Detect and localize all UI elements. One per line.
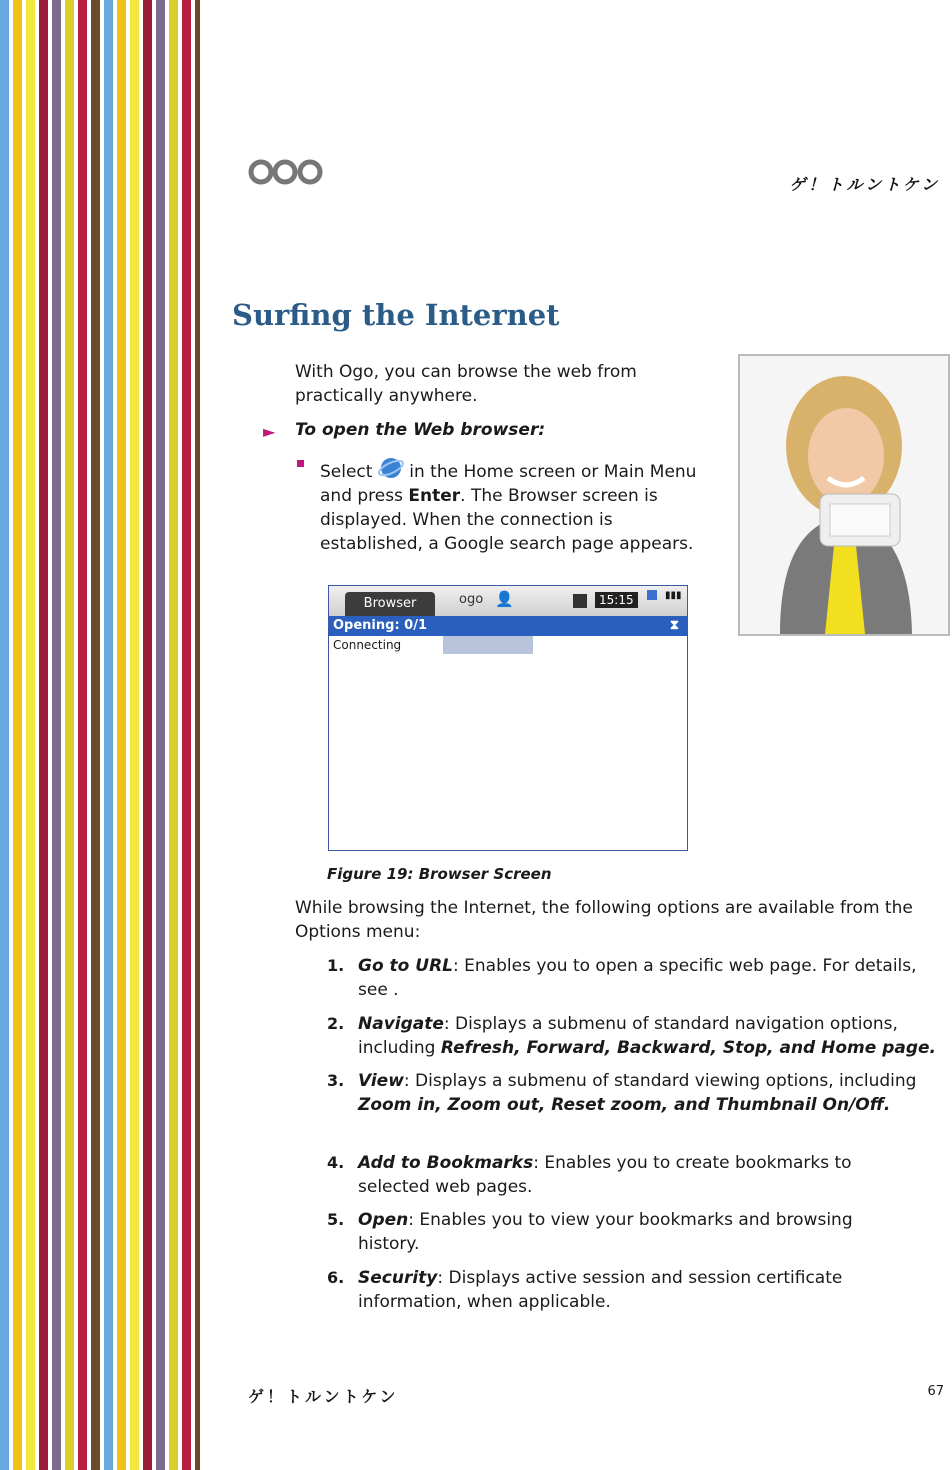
progress-bar — [443, 636, 533, 654]
item-number: 3. — [327, 1071, 345, 1090]
browser-globe-icon — [378, 456, 404, 480]
item-number: 5. — [327, 1210, 345, 1229]
item-number: 1. — [327, 956, 345, 975]
girl-with-device-photo — [738, 354, 950, 636]
browser-tab: Browser — [345, 592, 435, 616]
browser-screenshot — [328, 585, 688, 851]
list-item: Navigate: Displays a submenu of standard navigation options, including Refresh, Forward, Backward, Stop, and Home page. — [358, 1014, 937, 1058]
list-item: Go to URL: Enables you to open a specific web page. For details, see . — [358, 956, 917, 1000]
screenshot-row: Connecting — [329, 636, 687, 654]
screenshot-logo: ogo — [459, 592, 484, 607]
page-number: 67 — [927, 1384, 944, 1399]
header-title: ゲ！トルントケン — [789, 175, 940, 194]
procedure-heading: To open the Web browser: — [295, 420, 546, 440]
hourglass-icon: ⧗ — [669, 618, 679, 633]
item-number: 2. — [327, 1014, 345, 1033]
list-item: View: Displays a submenu of standard viewing options, including Zoom in, Zoom out, Reset zoom, and Thumbnail On/Off. — [358, 1071, 917, 1115]
item-number: 4. — [327, 1153, 345, 1172]
options-intro: While browsing the Internet, the following options are available from the Options menu: — [295, 898, 913, 942]
screenshot-topbar — [329, 586, 687, 616]
signal-icon: ▮▮▮ — [665, 590, 682, 601]
decorative-stripes — [0, 0, 200, 1470]
bullet-icon — [297, 460, 304, 467]
ogo-logo — [248, 152, 328, 196]
footer-title: ゲ！トルントケン — [248, 1387, 399, 1406]
arrow-icon: ► — [263, 422, 276, 441]
section-title: Surfing the Internet — [232, 298, 560, 332]
figure-caption: Figure 19: Browser Screen — [327, 865, 552, 883]
list-item: Security: Displays active session and session certificate information, when applicable. — [358, 1268, 843, 1312]
screenshot-status-bar: Opening: 0/1 ⧗ — [329, 616, 687, 636]
person-icon: 👤 — [495, 590, 514, 608]
step-text: Select in the Home screen or Main Menu and press Enter. The Browser screen is displayed. When the connection is established, a Google search page appears. — [320, 456, 715, 556]
item-number: 6. — [327, 1268, 345, 1287]
list-item: Add to Bookmarks: Enables you to create bookmarks to selected web pages. — [358, 1153, 852, 1197]
up-icon — [573, 594, 587, 608]
intro-text: With Ogo, you can browse the web from practically anywhere. — [295, 362, 637, 406]
list-item: Open: Enables you to view your bookmarks and browsing history. — [358, 1210, 853, 1254]
email-icon — [647, 590, 657, 600]
clock: 15:15 — [595, 592, 638, 608]
